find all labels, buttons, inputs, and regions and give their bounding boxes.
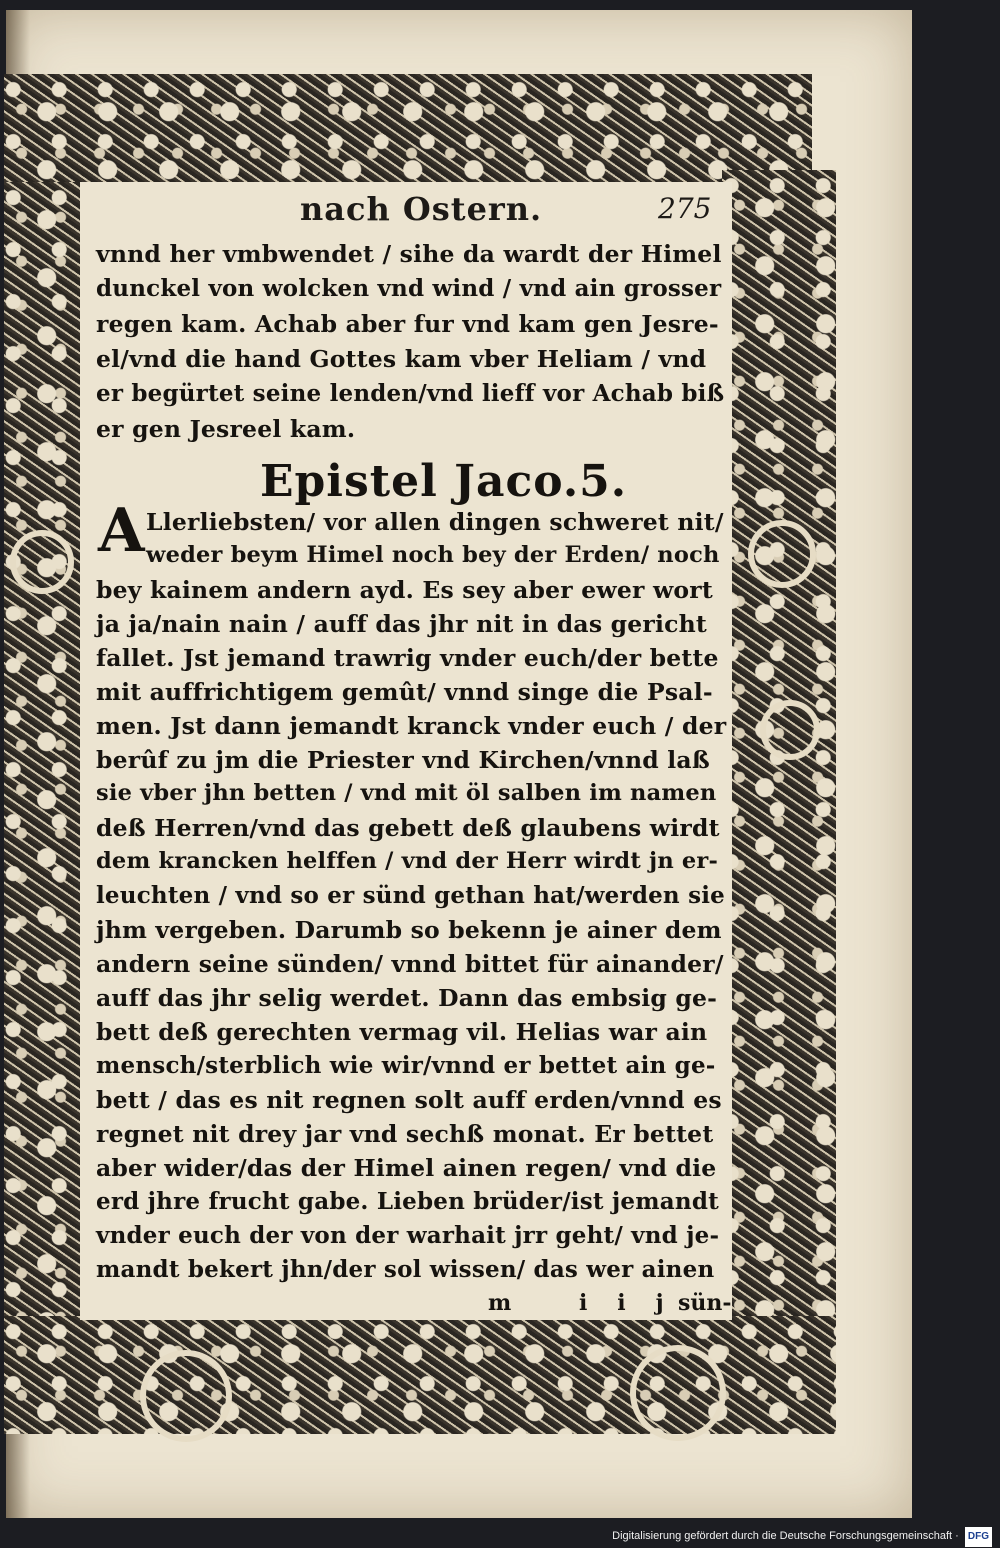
text-line: er begürtet seine lenden/vnd lieff vor Achab biß (96, 380, 725, 407)
digitization-credit: Digitalisierung gefördert durch die Deutsche Forschungsgemeinschaft · DFG (612, 1526, 992, 1546)
text-line: bett deß gerechten vermag vil. Helias war ain (96, 1018, 708, 1046)
running-head: nach Ostern. (300, 190, 543, 228)
text-line: andern seine sünden/ vnnd bittet für ainander/ (96, 950, 724, 978)
woodcut-border-top (4, 74, 812, 182)
woodcut-border-left (4, 182, 92, 1316)
text-line: sie vber jhn betten / vnd mit öl salben im namen (96, 780, 717, 806)
scroll-ornament-right-lower (760, 700, 820, 760)
text-line: er gen Jesreel kam. (96, 415, 356, 443)
text-line: weder beym Himel noch bey der Erden/ noch (146, 542, 720, 568)
text-line: jhm vergeben. Darumb so bekenn je ainer dem (96, 916, 722, 944)
page-number: 275 (658, 192, 712, 225)
text-line: dem krancken helffen / vnd der Herr wirdt jn er- (96, 848, 719, 874)
text-line: vnnd her vmbwendet / sihe da wardt der Himel (96, 240, 722, 268)
text-line: leuchten / vnd so er sünd gethan hat/werden sie (96, 882, 725, 909)
text-line: men. Jst dann jemandt kranck vnder euch / der (96, 712, 727, 740)
text-line: fallet. Jst jemand trawrig vnder euch/der bette (96, 644, 719, 672)
wheel-ornament-bottom-right (630, 1345, 726, 1441)
text-line: mandt bekert jhn/der sol wissen/ das wer ainen (96, 1256, 715, 1283)
text-line: mensch/sterblich wie wir/vnnd er bettet ain ge- (96, 1052, 716, 1079)
text-line: ja ja/nain nain / auff das jhr nit in das gericht (96, 610, 707, 638)
scroll-ornament-left (10, 530, 74, 594)
text-line: aber wider/das der Himel ainen regen/ vnd die (96, 1154, 717, 1182)
text-line: vnder euch der von der warhait jrr geht/ vnd je- (96, 1222, 720, 1249)
wheel-ornament-bottom-left (140, 1350, 232, 1442)
text-line: berûf zu jm die Priester vnd Kirchen/vnnd laß (96, 746, 710, 774)
text-line: regen kam. Achab aber fur vnd kam gen Jesre- (96, 310, 719, 338)
text-line: mit auffrichtigem gemût/ vnnd singe die Psal- (96, 678, 713, 706)
dfg-logo: DFG (965, 1527, 992, 1547)
drop-initial: A (98, 496, 145, 566)
text-line: bey kainem andern ayd. Es sey aber ewer wort (96, 576, 713, 604)
text-line: erd jhre frucht gabe. Lieben brüder/ist jemandt (96, 1188, 719, 1215)
text-line: Llerliebsten/ vor allen dingen schweret nit/ (146, 508, 724, 536)
text-line: bett / das es nit regnen solt auff erden/vnnd es (96, 1086, 722, 1114)
text-line: auff das jhr selig werdet. Dann das embsig ge- (96, 984, 718, 1012)
catchword: sün- (678, 1290, 732, 1316)
credit-text: Digitalisierung gefördert durch die Deutsche Forschungsgemeinschaft (612, 1530, 953, 1542)
text-line: dunckel von wolcken vnd wind / vnd ain grosser (96, 275, 722, 302)
text-line: deß Herren/vnd das gebett deß glaubens wirdt (96, 814, 720, 842)
scroll-ornament-right (748, 520, 816, 588)
text-line: regnet nit drey jar vnd sechß monat. Er bettet (96, 1120, 714, 1148)
section-heading: Epistel Jaco.5. (260, 456, 628, 507)
signature-mark: m iij (488, 1290, 694, 1316)
text-line: el/vnd die hand Gottes kam vber Heliam / vnd (96, 345, 707, 373)
